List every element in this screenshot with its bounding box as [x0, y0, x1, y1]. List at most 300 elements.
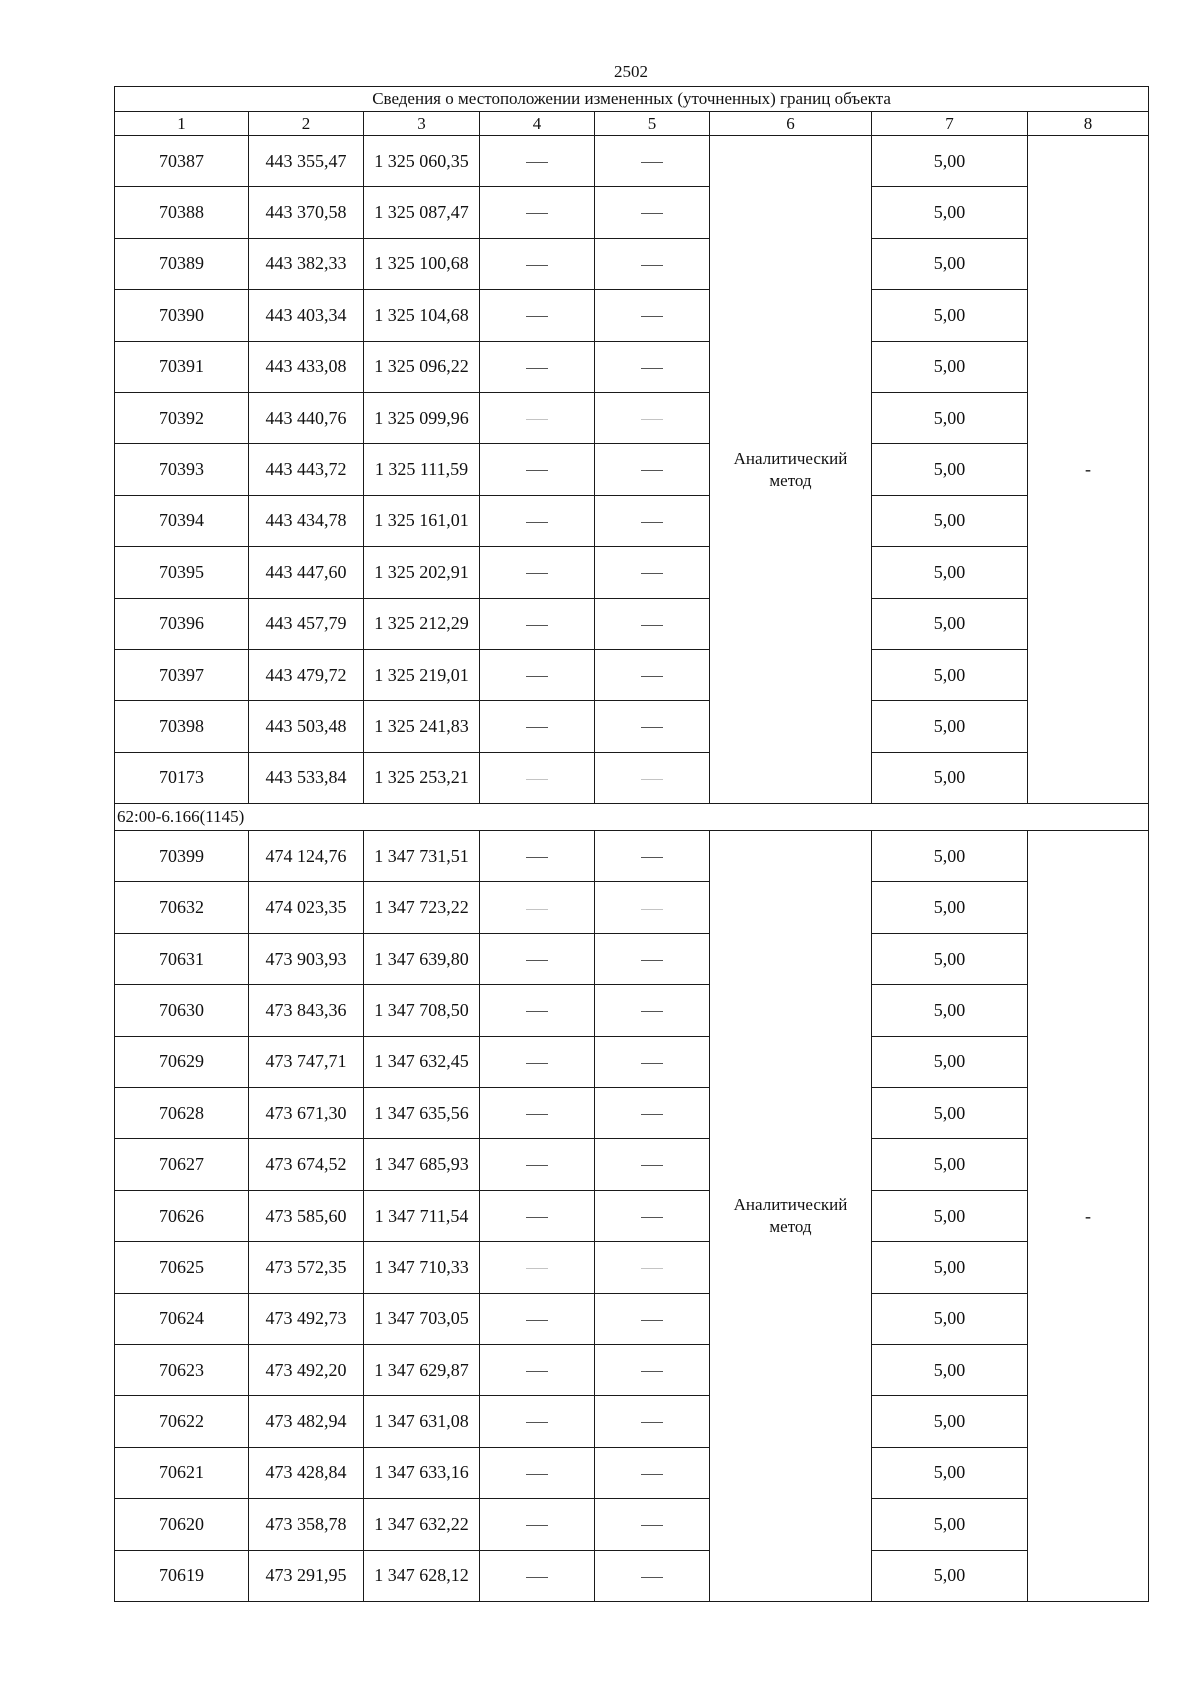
point-number: 70173 [115, 752, 249, 803]
coordinate-y: 1 325 241,83 [364, 701, 480, 752]
dash-mark [526, 522, 548, 523]
dash-value [663, 846, 664, 847]
coordinate-y: 1 325 212,29 [364, 598, 480, 649]
coordinate-y: 1 347 685,93 [364, 1139, 480, 1190]
coordinate-x: 473 843,36 [249, 985, 364, 1036]
table-row [115, 649, 1149, 700]
point-number: 70625 [115, 1242, 249, 1293]
method-line: метод [769, 1217, 812, 1236]
column-4-cell [480, 444, 595, 495]
table-row [115, 1242, 1149, 1293]
coordinate-x: 473 492,20 [249, 1344, 364, 1395]
coordinate-y: 1 347 711,54 [364, 1190, 480, 1241]
dash-mark [526, 1422, 548, 1423]
point-number: 70630 [115, 985, 249, 1036]
point-number: 70387 [115, 136, 249, 187]
dash-mark [526, 857, 548, 858]
coordinate-y: 1 325 104,68 [364, 290, 480, 341]
point-number: 70628 [115, 1088, 249, 1139]
dash-mark [526, 1268, 548, 1269]
point-number: 70631 [115, 933, 249, 984]
point-number: 70396 [115, 598, 249, 649]
coordinate-x: 473 572,35 [249, 1242, 364, 1293]
dash-value [548, 562, 549, 563]
point-number: 70622 [115, 1396, 249, 1447]
dash-value [663, 1154, 664, 1155]
dash-mark [526, 265, 548, 266]
accuracy-value: 5,00 [872, 187, 1028, 238]
coordinate-x: 443 503,48 [249, 701, 364, 752]
accuracy-value: 5,00 [872, 1396, 1028, 1447]
method-line: Аналитический [733, 448, 848, 468]
coordinate-x: 473 428,84 [249, 1447, 364, 1498]
column-5-cell [595, 701, 710, 752]
dash-value [663, 202, 664, 203]
accuracy-value: 5,00 [872, 598, 1028, 649]
dash-mark [641, 1268, 663, 1269]
coordinate-y: 1 347 629,87 [364, 1344, 480, 1395]
dash-mark [526, 1217, 548, 1218]
dash-mark [526, 625, 548, 626]
accuracy-value: 5,00 [872, 649, 1028, 700]
dash-value [663, 459, 664, 460]
table-row [115, 1293, 1149, 1344]
dash-value [663, 1206, 664, 1207]
dash-mark [641, 1114, 663, 1115]
column-4-cell [480, 1396, 595, 1447]
dash-value [663, 613, 664, 614]
coordinate-x: 473 671,30 [249, 1088, 364, 1139]
coordinate-x: 443 434,78 [249, 495, 364, 546]
column-5-cell [595, 752, 710, 803]
column-4-cell [480, 752, 595, 803]
table-row [115, 1088, 1149, 1139]
point-number: 70624 [115, 1293, 249, 1344]
dash-mark [526, 1474, 548, 1475]
table-row [115, 444, 1149, 495]
column-4-cell [480, 238, 595, 289]
coordinate-x: 443 479,72 [249, 649, 364, 700]
dash-mark [641, 676, 663, 677]
column-number: 6 [710, 112, 872, 136]
table-title-row [115, 87, 1149, 112]
point-number: 70629 [115, 1036, 249, 1087]
table-row [115, 1499, 1149, 1550]
dash-mark [526, 960, 548, 961]
point-number: 70626 [115, 1190, 249, 1241]
dash-value [548, 151, 549, 152]
coordinate-y: 1 347 633,16 [364, 1447, 480, 1498]
point-number: 70395 [115, 547, 249, 598]
dash-mark [641, 470, 663, 471]
table-row [115, 290, 1149, 341]
column-4-cell [480, 187, 595, 238]
table-row [115, 752, 1149, 803]
dash-value [663, 1051, 664, 1052]
column-4-cell [480, 136, 595, 187]
point-number: 70621 [115, 1447, 249, 1498]
column-4-cell [480, 933, 595, 984]
dash-value [663, 1308, 664, 1309]
column-4-cell [480, 1499, 595, 1550]
coordinate-y: 1 325 161,01 [364, 495, 480, 546]
dash-value [548, 1051, 549, 1052]
table-row [115, 933, 1149, 984]
table-title: Сведения о местоположении измененных (уточненных) границ объекта [115, 87, 1149, 112]
dash-value [663, 767, 664, 768]
column-4-cell [480, 392, 595, 443]
dash-value [663, 510, 664, 511]
point-number: 70627 [115, 1139, 249, 1190]
dash-value [663, 151, 664, 152]
coordinate-x: 443 403,34 [249, 290, 364, 341]
dash-mark [526, 419, 548, 420]
dash-mark [526, 162, 548, 163]
dash-mark [641, 265, 663, 266]
dash-value [548, 665, 549, 666]
dash-mark [526, 676, 548, 677]
column-4-cell [480, 1242, 595, 1293]
dash-mark [641, 727, 663, 728]
column-5-cell [595, 1293, 710, 1344]
point-number: 70397 [115, 649, 249, 700]
column-5-cell [595, 341, 710, 392]
column-5-cell [595, 1344, 710, 1395]
coordinate-y: 1 347 708,50 [364, 985, 480, 1036]
point-number: 70392 [115, 392, 249, 443]
table-row [115, 831, 1149, 882]
column-5-cell [595, 1396, 710, 1447]
dash-value [663, 665, 664, 666]
column-4-cell [480, 1447, 595, 1498]
dash-value [548, 1000, 549, 1001]
dash-mark [641, 419, 663, 420]
coordinate-y: 1 325 202,91 [364, 547, 480, 598]
column-4-cell [480, 1139, 595, 1190]
column-number: 1 [115, 112, 249, 136]
column-5-cell [595, 1036, 710, 1087]
dash-value [663, 1360, 664, 1361]
dash-mark [641, 1371, 663, 1372]
coordinate-y: 1 325 096,22 [364, 341, 480, 392]
accuracy-value: 5,00 [872, 1499, 1028, 1550]
page-number: 2502 [614, 62, 648, 81]
dash-value [663, 562, 664, 563]
accuracy-value: 5,00 [872, 1242, 1028, 1293]
coordinate-x: 473 291,95 [249, 1550, 364, 1601]
section-header-row [115, 804, 1149, 831]
dash-mark [526, 1320, 548, 1321]
column-number: 2 [249, 112, 364, 136]
dash-value [548, 1103, 549, 1104]
point-number: 70620 [115, 1499, 249, 1550]
dash-mark [526, 909, 548, 910]
coordinate-y: 1 347 632,22 [364, 1499, 480, 1550]
table-row [115, 392, 1149, 443]
dash-value [548, 613, 549, 614]
accuracy-value: 5,00 [872, 831, 1028, 882]
dash-value [548, 510, 549, 511]
dash-value [548, 1360, 549, 1361]
dash-mark [641, 1474, 663, 1475]
column-4-cell [480, 495, 595, 546]
dash-value [663, 1462, 664, 1463]
column-4-cell [480, 1344, 595, 1395]
point-number: 70619 [115, 1550, 249, 1601]
coordinate-x: 443 355,47 [249, 136, 364, 187]
column-5-cell [595, 1550, 710, 1601]
method-line: Аналитический [733, 1195, 848, 1214]
dash-value [663, 1257, 664, 1258]
column-4-cell [480, 649, 595, 700]
column-4-cell [480, 598, 595, 649]
column-5-cell [595, 238, 710, 289]
dash-mark [641, 1577, 663, 1578]
accuracy-value: 5,00 [872, 1139, 1028, 1190]
dash-value [548, 1462, 549, 1463]
column-4-cell [480, 1088, 595, 1139]
accuracy-value: 5,00 [872, 238, 1028, 289]
dash-value [548, 1565, 549, 1566]
column-5-cell [595, 444, 710, 495]
accuracy-value: 5,00 [872, 1447, 1028, 1498]
table-row [115, 598, 1149, 649]
dash-mark [641, 573, 663, 574]
column-5-cell [595, 290, 710, 341]
accuracy-value: 5,00 [872, 933, 1028, 984]
dash-mark [526, 316, 548, 317]
coordinate-y: 1 347 703,05 [364, 1293, 480, 1344]
column-5-cell [595, 136, 710, 187]
dash-value [548, 253, 549, 254]
dash-value [548, 1257, 549, 1258]
accuracy-value: 5,00 [872, 444, 1028, 495]
coordinate-y: 1 347 723,22 [364, 882, 480, 933]
dash-mark [526, 727, 548, 728]
dash-mark [641, 1320, 663, 1321]
point-number: 70393 [115, 444, 249, 495]
column-number: 7 [872, 112, 1028, 136]
dash-value [548, 1154, 549, 1155]
table-row [115, 882, 1149, 933]
column-5-cell [595, 1242, 710, 1293]
column-4-cell [480, 985, 595, 1036]
method-line: метод [769, 470, 812, 490]
coordinate-x: 473 358,78 [249, 1499, 364, 1550]
dash-mark [526, 1165, 548, 1166]
dash-value [548, 305, 549, 306]
coordinate-x: 443 447,60 [249, 547, 364, 598]
column-4-cell [480, 1190, 595, 1241]
table-row [115, 985, 1149, 1036]
point-number: 70388 [115, 187, 249, 238]
dash-mark [526, 470, 548, 471]
table-row [115, 187, 1149, 238]
column-4-cell [480, 1036, 595, 1087]
coordinate-x: 473 747,71 [249, 1036, 364, 1087]
column-4-cell [480, 831, 595, 882]
coordinate-y: 1 347 639,80 [364, 933, 480, 984]
column-4-cell [480, 701, 595, 752]
dash-value [548, 767, 549, 768]
dash-mark [641, 857, 663, 858]
coordinate-y: 1 325 087,47 [364, 187, 480, 238]
column-5-cell [595, 1499, 710, 1550]
table-row [115, 1447, 1149, 1498]
coordinate-y: 1 325 253,21 [364, 752, 480, 803]
dash-mark [641, 960, 663, 961]
dash-mark [526, 779, 548, 780]
coordinate-y: 1 325 100,68 [364, 238, 480, 289]
dash-value [663, 1411, 664, 1412]
dash-mark [641, 1165, 663, 1166]
accuracy-value: 5,00 [872, 752, 1028, 803]
dash-mark [641, 779, 663, 780]
table-row [115, 701, 1149, 752]
coordinate-x: 443 382,33 [249, 238, 364, 289]
coordinate-x: 443 440,76 [249, 392, 364, 443]
accuracy-value: 5,00 [872, 1036, 1028, 1087]
accuracy-value: 5,00 [872, 547, 1028, 598]
column-number: 8 [1028, 112, 1149, 136]
table-row [115, 1190, 1149, 1241]
column-5-cell [595, 187, 710, 238]
coordinate-y: 1 347 631,08 [364, 1396, 480, 1447]
dash-mark [526, 1114, 548, 1115]
dash-mark [641, 625, 663, 626]
accuracy-value: 5,00 [872, 1190, 1028, 1241]
dash-value [548, 202, 549, 203]
dash-value [663, 716, 664, 717]
point-number: 70398 [115, 701, 249, 752]
point-number: 70391 [115, 341, 249, 392]
dash-value [663, 1103, 664, 1104]
accuracy-value: 5,00 [872, 495, 1028, 546]
dash-value [548, 1206, 549, 1207]
dash-mark [641, 1011, 663, 1012]
point-number: 70394 [115, 495, 249, 546]
coordinate-x: 443 533,84 [249, 752, 364, 803]
dash-mark [641, 213, 663, 214]
table-row [115, 341, 1149, 392]
coordinate-x: 474 124,76 [249, 831, 364, 882]
dash-value [663, 1000, 664, 1001]
dash-value [548, 949, 549, 950]
dash-value [548, 408, 549, 409]
column-5-cell [595, 598, 710, 649]
accuracy-value: 5,00 [872, 1550, 1028, 1601]
point-number: 70389 [115, 238, 249, 289]
accuracy-value: 5,00 [872, 136, 1028, 187]
coordinate-x: 473 674,52 [249, 1139, 364, 1190]
coordinate-y: 1 347 710,33 [364, 1242, 480, 1293]
coordinate-x: 474 023,35 [249, 882, 364, 933]
dash-mark [641, 316, 663, 317]
dash-mark [526, 1063, 548, 1064]
coordinate-x: 473 903,93 [249, 933, 364, 984]
coordinate-x: 443 457,79 [249, 598, 364, 649]
column-5-cell [595, 495, 710, 546]
table-row [115, 1396, 1149, 1447]
column-5-cell [595, 831, 710, 882]
dash-mark [526, 1371, 548, 1372]
accuracy-value: 5,00 [872, 392, 1028, 443]
dash-value [663, 1514, 664, 1515]
table-row [115, 547, 1149, 598]
table-row [115, 1036, 1149, 1087]
accuracy-value: 5,00 [872, 341, 1028, 392]
dash-mark [641, 162, 663, 163]
coordinate-x: 443 370,58 [249, 187, 364, 238]
dash-value [548, 459, 549, 460]
accuracy-value: 5,00 [872, 985, 1028, 1036]
table-row [115, 136, 1149, 187]
column-number: 5 [595, 112, 710, 136]
column-4-cell [480, 290, 595, 341]
column-5-cell [595, 547, 710, 598]
point-number: 70632 [115, 882, 249, 933]
coordinate-y: 1 325 219,01 [364, 649, 480, 700]
column-5-cell [595, 985, 710, 1036]
accuracy-value: 5,00 [872, 882, 1028, 933]
table-row [115, 1344, 1149, 1395]
dash-mark [641, 1525, 663, 1526]
table-row [115, 238, 1149, 289]
coordinate-y: 1 347 731,51 [364, 831, 480, 882]
dash-mark [641, 909, 663, 910]
accuracy-value: 5,00 [872, 1088, 1028, 1139]
coordinate-y: 1 347 628,12 [364, 1550, 480, 1601]
coordinate-y: 1 347 632,45 [364, 1036, 480, 1087]
dash-value [663, 897, 664, 898]
column-5-cell [595, 1190, 710, 1241]
dash-value [548, 846, 549, 847]
column-5-cell [595, 392, 710, 443]
dash-mark [641, 1063, 663, 1064]
column-8-cell: - [1028, 136, 1149, 804]
dash-value [548, 1411, 549, 1412]
dash-value [548, 716, 549, 717]
accuracy-value: 5,00 [872, 290, 1028, 341]
dash-value [548, 1308, 549, 1309]
coordinate-x: 473 482,94 [249, 1396, 364, 1447]
dash-mark [526, 213, 548, 214]
dash-value [548, 1514, 549, 1515]
column-5-cell [595, 1447, 710, 1498]
dash-mark [526, 573, 548, 574]
coordinate-x: 443 433,08 [249, 341, 364, 392]
coordinate-y: 1 325 111,59 [364, 444, 480, 495]
boundary-coordinates-table [114, 86, 1149, 1602]
column-5-cell [595, 649, 710, 700]
dash-mark [641, 1217, 663, 1218]
cadastral-section-label: 62:00-6.166(1145) [115, 804, 1149, 831]
dash-value [663, 305, 664, 306]
dash-mark [526, 1577, 548, 1578]
dash-mark [526, 368, 548, 369]
dash-value [663, 1565, 664, 1566]
column-5-cell [595, 933, 710, 984]
column-4-cell [480, 547, 595, 598]
coordinate-y: 1 347 635,56 [364, 1088, 480, 1139]
table-row [115, 1550, 1149, 1601]
column-8-cell: - [1028, 831, 1149, 1602]
accuracy-value: 5,00 [872, 701, 1028, 752]
dash-value [548, 356, 549, 357]
column-5-cell [595, 882, 710, 933]
column-4-cell [480, 882, 595, 933]
point-number: 70623 [115, 1344, 249, 1395]
